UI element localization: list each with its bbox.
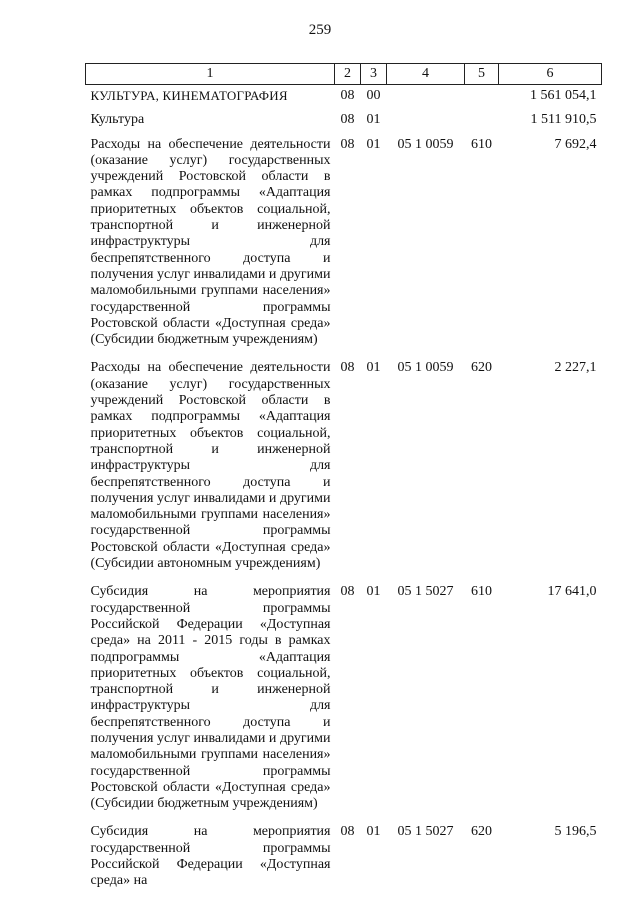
row-target-article <box>387 85 465 113</box>
header-row <box>86 64 602 85</box>
row-name: Субсидия на мероприятия государственной программы Российской Федерации «Доступная среда» на <box>90 824 331 889</box>
row-subsection: 01 <box>366 112 381 128</box>
row-expense-type: 610 <box>471 136 492 152</box>
row-subsection: 01 <box>366 584 381 600</box>
row-section: 08 <box>340 88 355 103</box>
row-amount: 5 196,5 <box>554 824 597 840</box>
row-name: КУЛЬТУРА, КИНЕМАТОГРАФИЯ <box>90 88 288 103</box>
row-expense-type: 620 <box>471 824 492 840</box>
row-expense-type <box>465 85 499 113</box>
row-target-article: 05 1 0059 <box>397 360 454 376</box>
row-amount: 17 641,0 <box>547 584 597 600</box>
row-section: 08 <box>340 824 355 840</box>
row-section: 08 <box>340 112 355 128</box>
row-section: 08 <box>340 136 355 152</box>
row-name: Субсидия на мероприятия государственной программы Российской Федерации «Доступная среда» на 2011 - 2015 годы в рамках подпрограммы «Адаптация приоритетных объектов социальной, транспортной и инженерной инфраструктуры для беспрепятственного доступа и получения услуг инвалидами и другими маломобильными группами населения» государственной программы Ростовской области «Доступная среда» (Субсидии бюджетным учреждениям) <box>90 584 331 812</box>
header-col-2: 2 <box>335 64 361 85</box>
header-col-3: 3 <box>361 64 387 85</box>
row-target-article: 05 1 5027 <box>397 584 454 600</box>
row-amount: 1 561 054,1 <box>530 88 597 103</box>
row-expense-type: 610 <box>471 584 492 600</box>
row-amount: 1 511 910,5 <box>530 112 597 128</box>
table-row <box>86 824 602 901</box>
row-expense-type: 620 <box>471 360 492 376</box>
row-name: Расходы на обеспечение деятельности (оказание услуг) государственных учреждений Ростовской области в рамках подпрограммы «Адаптация приоритетных объектов социальной, транспортной и инженерной инфраструктуры для беспрепятственного доступа и получения услуг инвалидами и другими маломобильными группами населения» государственной программы Ростовской области «Доступная среда» (Субсидии автономным учреждениям) <box>90 360 331 572</box>
header-col-1: 1 <box>86 64 335 85</box>
header-col-6: 6 <box>499 64 602 85</box>
table-row <box>86 137 602 361</box>
header-col-4: 4 <box>387 64 465 85</box>
row-subsection: 01 <box>366 824 381 840</box>
row-expense-type <box>465 112 499 136</box>
table-row <box>86 112 602 136</box>
budget-table <box>85 63 602 902</box>
row-section: 08 <box>340 360 355 376</box>
table-row <box>86 584 602 824</box>
row-name: Расходы на обеспечение деятельности (оказание услуг) государственных учреждений Ростовской области в рамках подпрограммы «Адаптация приоритетных объектов социальной, транспортной и инженерной инфраструктуры для беспрепятственного доступа и получения услуг инвалидами и другими маломобильными группами населения» государственной программы Ростовской области «Доступная среда» (Субсидии бюджетным учреждениям) <box>90 136 331 348</box>
row-target-article: 05 1 5027 <box>397 824 454 840</box>
row-name: Культура <box>90 112 145 128</box>
row-amount: 2 227,1 <box>554 360 597 376</box>
row-subsection: 01 <box>366 360 381 376</box>
row-subsection: 01 <box>366 136 381 152</box>
header-col-5: 5 <box>465 64 499 85</box>
page-number: 259 <box>308 22 332 38</box>
table-row <box>86 360 602 584</box>
table-row <box>86 85 602 113</box>
row-subsection: 00 <box>366 88 381 103</box>
row-amount: 7 692,4 <box>554 136 597 152</box>
row-target-article <box>387 112 465 136</box>
row-target-article: 05 1 0059 <box>397 136 454 152</box>
row-section: 08 <box>340 584 355 600</box>
